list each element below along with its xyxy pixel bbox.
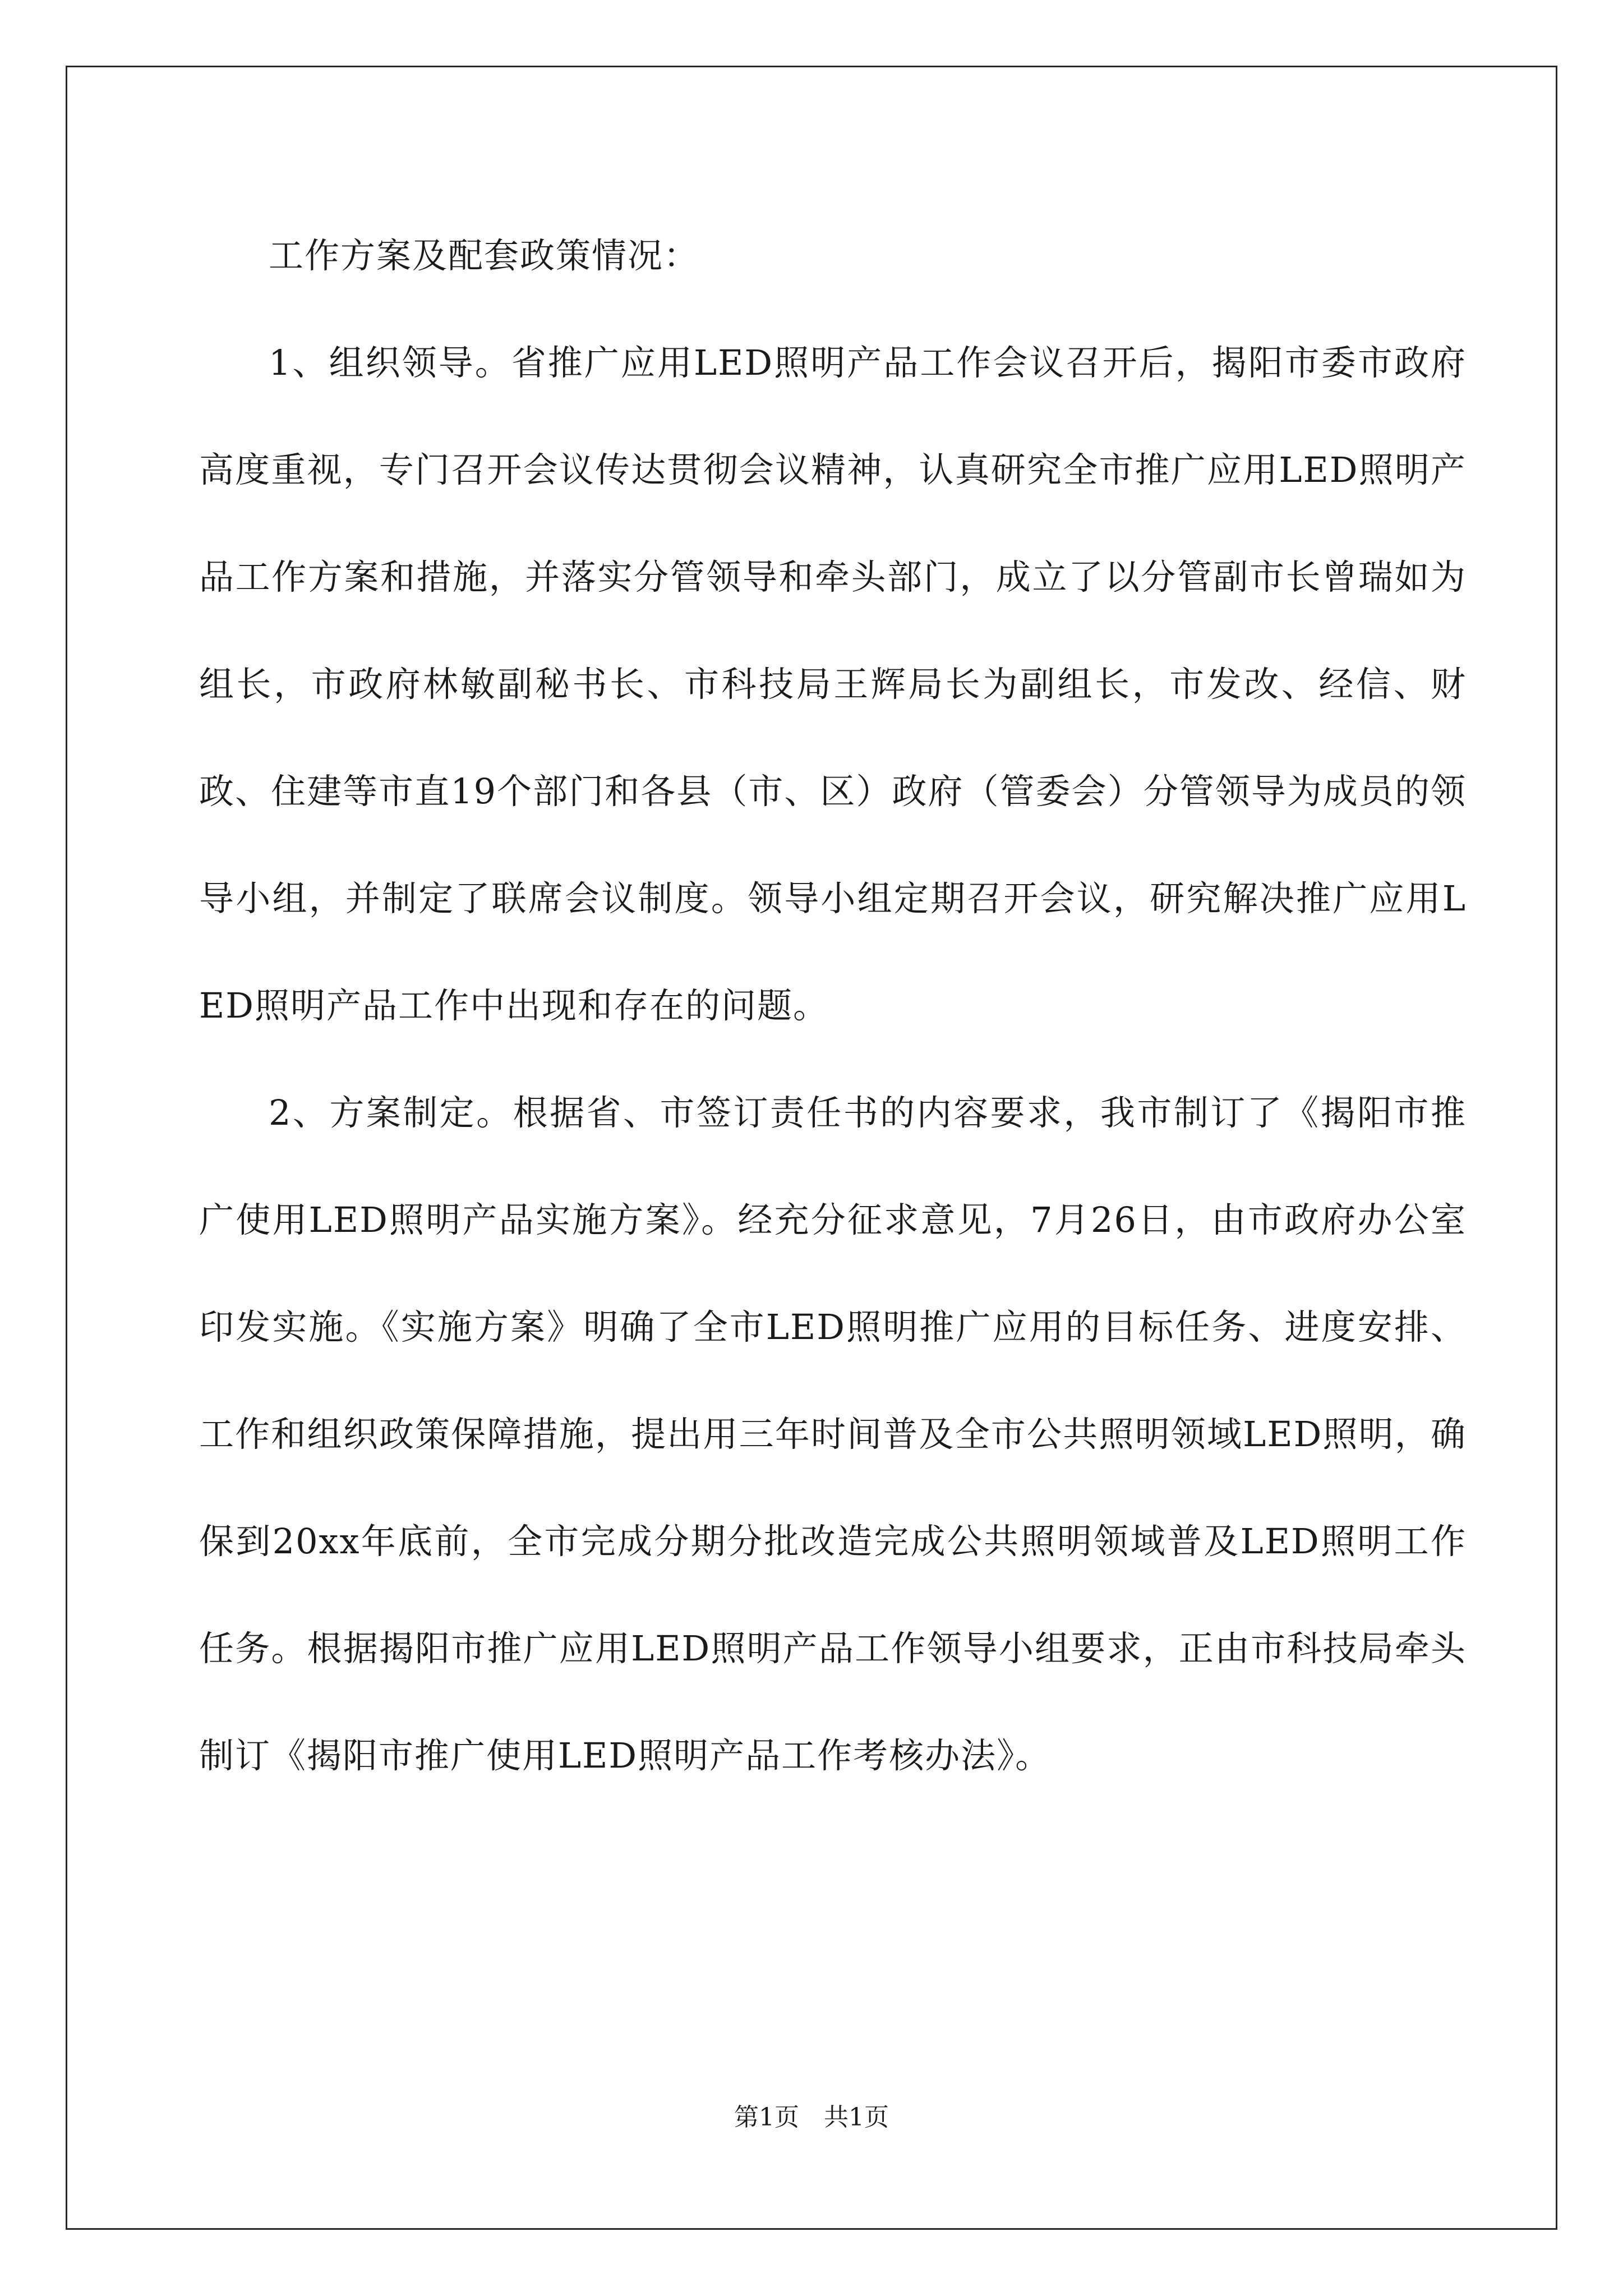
document-body — [199, 202, 1467, 1809]
page-total: 共1页 — [824, 2103, 889, 2132]
section-heading: 工作方案及配套政策情况： — [269, 235, 700, 276]
paragraph-organization: 1、组织领导。省推广应用LED照明产品工作会议召开后，揭阳市委市政府高度重视，专门召开会议传达贯彻会议精神，认真研究全市推广应用LED照明产品工作方案和措施，并落实分管领导和牵头部门，成立了以分管副市长曾瑞如为组长，市政府林敏副秘书长、市科技局王辉局长为副组长，市发改、经信、财政、住建等市直19个部门和各县（市、区）政府（管委会）分管领导为成员的领导小组，并制定了联席会议制度。领导小组定期召开会议，研究解决推广应用LED照明产品工作中出现和存在的问题。 — [199, 342, 1467, 1026]
paragraph-plan: 2、方案制定。根据省、市签订责任书的内容要求，我市制订了《揭阳市推广使用LED照明产品实施方案》。经充分征求意见，7月26日，由市政府办公室印发实施。《实施方案》明确了全市LED照明推广应用的目标任务、进度安排、工作和组织政策保障措施，提出用三年时间普及全市公共照明领域LED照明，确保到20xx年底前，全市完成分期分批改造完成公共照明领域普及LED照明工作任务。根据揭阳市推广应用LED照明产品工作领导小组要求，正由市科技局牵头制订《揭阳市推广使用LED照明产品工作考核办法》。 — [199, 1092, 1467, 1776]
page-number: 第1页 — [734, 2103, 799, 2132]
page-footer — [0, 2101, 1623, 2134]
